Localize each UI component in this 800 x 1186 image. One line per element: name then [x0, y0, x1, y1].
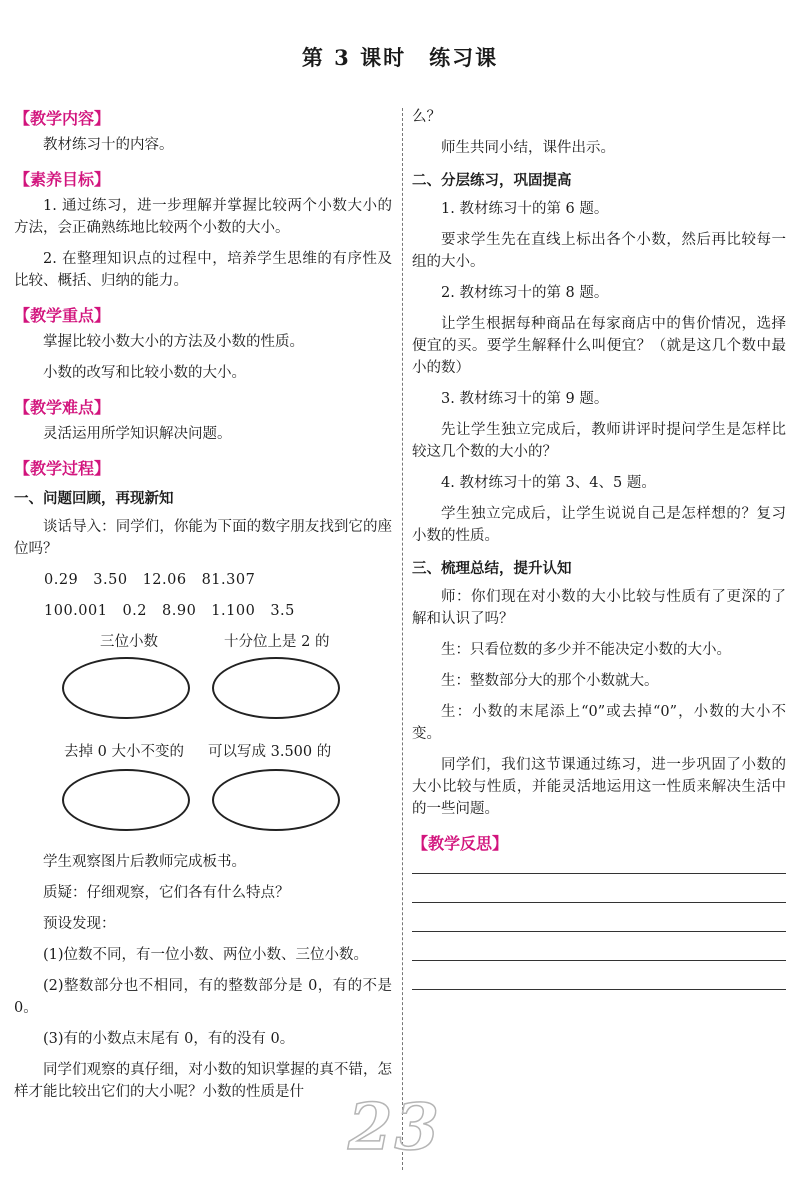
heading-teaching-content: 【教学内容】 [14, 109, 111, 128]
right-para-1: 师生共同小结，课件出示。 [441, 140, 615, 156]
key-point-1: 掌握比较小数大小的方法及小数的性质。 [43, 334, 304, 350]
section-2-title: 二、分层练习，巩固提高 [412, 173, 572, 189]
goal-2: 2. 在整理知识点的过程中，培养学生思维的有序性及比较、概括、归纳的能力。 [14, 251, 392, 289]
oval-1 [62, 657, 190, 719]
oval-label-tenths-two: 十分位上是 2 的 [224, 634, 330, 650]
right-continuation: 么？ [412, 109, 441, 125]
column-divider [402, 108, 403, 1170]
oval-4 [212, 769, 340, 831]
right-para-14: 同学们，我们这节课通过练习，进一步巩固了小数的大小比较与性质，并能灵活地运用这一性质来解决生活中的一些问题。 [412, 757, 786, 817]
left-para-1: 学生观察图片后教师完成板书。 [43, 854, 246, 870]
right-para-13: 生：小数的末尾添上“0”或去掉“0”，小数的大小不变。 [412, 704, 786, 742]
reflection-lines [412, 873, 786, 990]
left-para-3: 预设发现： [43, 916, 116, 932]
right-para-8: 4. 教材练习十的第 3、4、5 题。 [441, 475, 656, 491]
writing-line[interactable] [412, 931, 786, 932]
right-para-6: 3. 教材练习十的第 9 题。 [441, 391, 609, 407]
section-1-title: 一、问题回顾，再现新知 [14, 491, 174, 507]
heading-reflection: 【教学反思】 [412, 834, 509, 853]
page-title: 第 3 课时 练习课 [301, 45, 499, 70]
writing-line[interactable] [412, 873, 786, 874]
difficulty-text: 灵活运用所学知识解决问题。 [43, 426, 232, 442]
left-para-7: 同学们观察的真仔细，对小数的知识掌握的真不错，怎样才能比较出它们的大小呢？小数的性质是什 [14, 1062, 392, 1100]
writing-line[interactable] [412, 960, 786, 961]
left-para-2: 质疑：仔细观察，它们各有什么特点？ [43, 885, 290, 901]
right-column [412, 104, 786, 1018]
right-para-10: 师：你们现在对小数的大小比较与性质有了更深的了解和认识了吗？ [412, 589, 786, 627]
right-para-3: 要求学生先在直线上标出各个小数，然后再比较每一组的大小。 [412, 232, 786, 270]
oval-label-three-decimal: 三位小数 [100, 634, 158, 650]
right-para-4: 2. 教材练习十的第 8 题。 [441, 285, 609, 301]
number-list-1: 0.29 3.50 12.06 81.307 [44, 572, 256, 588]
right-para-11: 生：只看位数的多少并不能决定小数的大小。 [441, 642, 731, 658]
right-para-7: 先让学生独立完成后，教师讲评时提问学生是怎样比较这几个数的大小的？ [412, 422, 786, 460]
left-para-4: (1)位数不同，有一位小数、两位小数、三位小数。 [43, 947, 369, 963]
right-para-12: 生：整数部分大的那个小数就大。 [441, 673, 659, 689]
oval-label-write-as: 可以写成 3.500 的 [208, 744, 332, 760]
heading-key-points: 【教学重点】 [14, 306, 111, 325]
oval-2 [212, 657, 340, 719]
number-list-2: 100.001 0.2 8.90 1.100 3.5 [44, 603, 295, 619]
right-para-9: 学生独立完成后，让学生说说自己是怎样想的？复习小数的性质。 [412, 506, 786, 544]
key-point-2: 小数的改写和比较小数的大小。 [43, 365, 246, 381]
intro-text: 谈话导入：同学们，你能为下面的数字朋友找到它的座位吗？ [14, 519, 392, 557]
writing-line[interactable] [412, 902, 786, 903]
right-para-5: 让学生根据每种商品在每家商店中的售价情况，选择便宜的买。要学生解释什么叫便宜？（就是这几个数中最小的数） [412, 316, 786, 376]
oval-diagram [14, 631, 392, 843]
oval-3 [62, 769, 190, 831]
left-column [14, 104, 392, 1112]
oval-label-remove-zero: 去掉 0 大小不变的 [64, 744, 184, 760]
goal-1: 1. 通过练习，进一步理解并掌握比较两个小数大小的方法，会正确熟练地比较两个小数的大小。 [14, 198, 392, 236]
heading-teaching-process: 【教学过程】 [14, 459, 111, 478]
heading-difficulties: 【教学难点】 [14, 398, 111, 417]
left-para-6: (3)有的小数点末尾有 0，有的没有 0。 [43, 1031, 295, 1047]
heading-literacy-goals: 【素养目标】 [14, 170, 111, 189]
left-para-5: (2)整数部分也不相同，有的整数部分是 0，有的不是 0。 [14, 978, 392, 1016]
teaching-content-text: 教材练习十的内容。 [43, 137, 174, 153]
right-para-2: 1. 教材练习十的第 6 题。 [441, 201, 609, 217]
writing-line[interactable] [412, 989, 786, 990]
section-3-title: 三、梳理总结，提升认知 [412, 561, 572, 577]
page-number: 23 [348, 1090, 442, 1165]
